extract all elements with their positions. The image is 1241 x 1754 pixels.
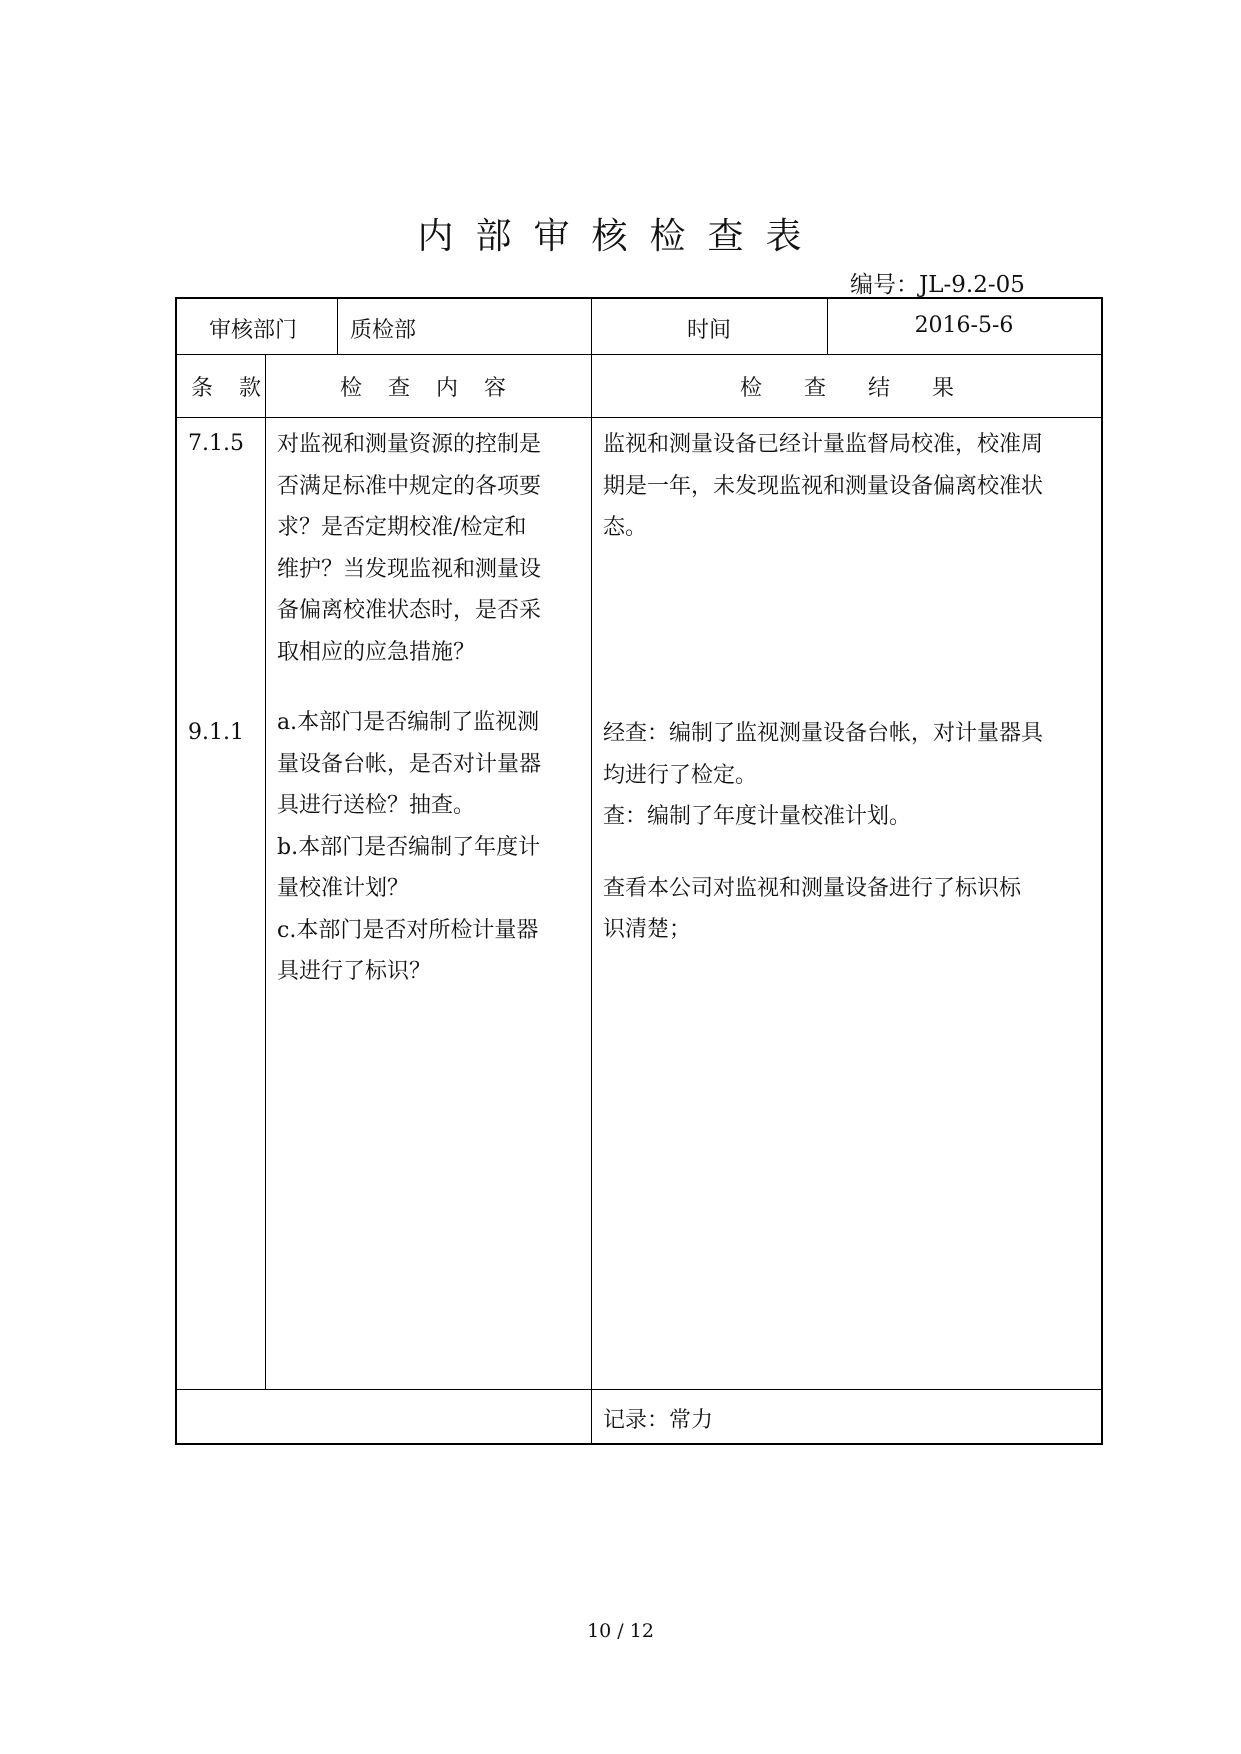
- content-line: 维护？当发现监视和测量设: [277, 556, 542, 582]
- result-line: 均进行了检定。: [603, 762, 758, 788]
- col-divider: [337, 299, 338, 354]
- document-number: 编号：JL-9.2-05: [850, 272, 1025, 298]
- dept-value: 质检部: [350, 318, 417, 343]
- content-line: c.本部门是否对所检计量器: [277, 917, 539, 943]
- clause-header: 条款: [191, 376, 288, 401]
- result-line: 态。: [603, 515, 648, 540]
- check-result: [603, 424, 1043, 549]
- col-divider: [591, 299, 592, 1443]
- result-line: 查看本公司对监视和测量设备进行了标识标: [603, 875, 1022, 901]
- check-content: [277, 424, 541, 993]
- row-divider: [177, 417, 1101, 418]
- content-line: 对监视和测量资源的控制是: [277, 432, 542, 457]
- content-line: b.本部门是否编制了年度计: [277, 834, 541, 860]
- result-line: 期是一年，未发现监视和测量设备偏离校准状: [603, 473, 1044, 499]
- result-line: [603, 838, 1043, 868]
- content-line: 量校准计划？: [277, 876, 410, 901]
- content-line: 否满足标准中规定的各项要: [277, 473, 542, 499]
- clause-number: 9.1.1: [188, 720, 244, 745]
- result-line: 识清楚；: [603, 917, 692, 942]
- time-label: 时间: [686, 318, 731, 343]
- result-line: 经查：编制了监视测量设备台帐，对计量器具: [603, 721, 1044, 746]
- audit-checklist-table: [175, 297, 1103, 1445]
- dept-label: 审核部门: [209, 318, 298, 343]
- check-result: [603, 713, 1043, 951]
- clause-number: 7.1.5: [188, 431, 244, 456]
- row-divider: [177, 1389, 1101, 1390]
- content-line: 备偏离校准状态时，是否采: [277, 598, 542, 623]
- result-line: 查：编制了年度计量校准计划。: [603, 804, 912, 829]
- recorder: 记录：常力: [603, 1408, 714, 1433]
- row-divider: [177, 354, 1101, 355]
- content-line: a.本部门是否编制了监视测: [277, 710, 540, 735]
- content-line: 量设备台帐，是否对计量器: [277, 751, 542, 777]
- result-line: 监视和测量设备已经计量监督局校准，校准周: [603, 432, 1044, 457]
- content-line: 求？是否定期校准/检定和: [277, 515, 527, 540]
- content-header: 检查内容: [340, 376, 533, 401]
- time-value: 2016-5-6: [914, 313, 1014, 338]
- page-number: 10 / 12: [587, 1620, 654, 1642]
- col-divider: [265, 354, 266, 1389]
- content-line: 具进行了标识？: [277, 959, 432, 984]
- result-header: 检查结果: [740, 376, 997, 401]
- content-line: 具进行送检？抽查。: [277, 793, 476, 818]
- content-line: 取相应的应急措施？: [277, 639, 476, 665]
- document-title: 内部审核检查表: [417, 216, 824, 257]
